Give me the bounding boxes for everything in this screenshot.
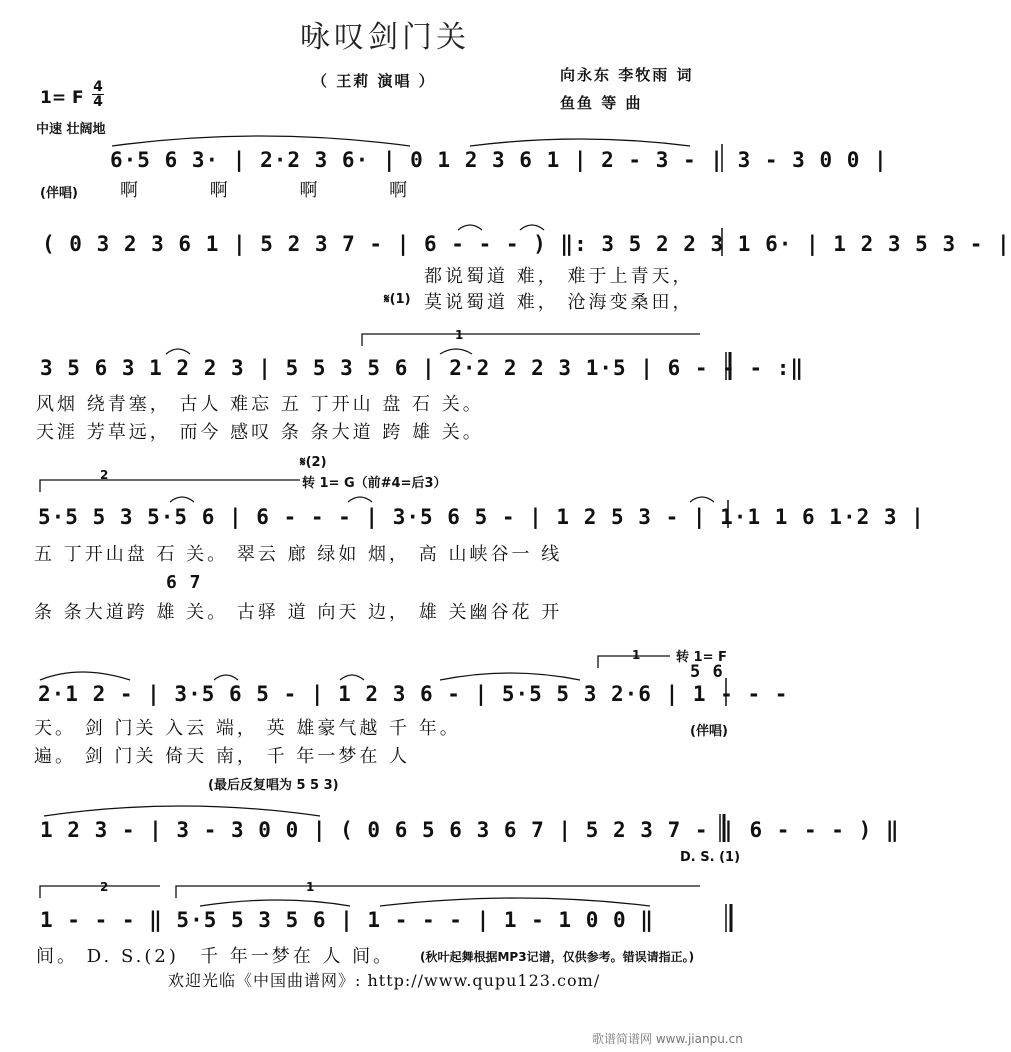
slur (440, 673, 580, 680)
slur (40, 672, 130, 680)
slur (112, 136, 410, 146)
staff-line-7: 1 - - - ‖ 5·5 5 3 5 6 | 1 - - - | 1 - 1 0 0 ‖ (40, 908, 654, 932)
slur (214, 675, 238, 680)
ds-1: D. S. (1) (680, 850, 741, 865)
pickup-notes: 5 6 (690, 662, 724, 682)
volta-bracket (40, 480, 300, 492)
slur (440, 349, 472, 354)
slur (458, 225, 482, 230)
slur (170, 497, 194, 502)
volta-1-label-c: 1 (306, 880, 315, 894)
slur (470, 139, 690, 146)
performer: （ 王莉 演唱 ） (312, 72, 436, 90)
staff-line-3: 3 5 6 3 1 2 2 3 | 5 5 3 5 6 | 2·2 2 2 3 1·5 | 6 - - - :‖ (40, 356, 805, 380)
lyric-line-4a: 五 丁开山盘 石 关。 翠云 廊 绿如 烟， 高 山峡谷一 线 (34, 544, 563, 565)
slur (690, 497, 714, 502)
staff-line-5: 2·1 2 - | 3·5 6 5 - | 1 2 3 6 - | 5·5 5 3 2·6 | 1 - - - (38, 682, 789, 706)
slur (200, 900, 350, 906)
key-signature: 1= F (40, 88, 84, 108)
lyric-line-3a: 风烟 绕青塞， 古人 难忘 五 丁开山 盘 石 关。 (36, 394, 484, 415)
volta-2-label-b: 2 (100, 880, 109, 894)
tempo-marking: 中速 壮阔地 (36, 122, 106, 137)
volta-bracket (176, 886, 700, 898)
lyric-line-3b: 天涯 芳草远， 而今 感叹 条 条大道 跨 雄 关。 (36, 422, 484, 443)
lyric-line-7a: 间。 D. S.(2) (36, 946, 179, 967)
volta-bracket (362, 334, 700, 346)
lyric-line-2b: 莫说蜀道 难， 沧海变桑田， (424, 292, 694, 313)
final-repeat-note: (最后反复唱为 5 5 3) (208, 778, 339, 793)
volta-1-label-b: 1 (632, 648, 641, 662)
modulation-to-f: 转 1= F (676, 650, 727, 665)
slur (520, 225, 544, 230)
site-footer: 欢迎光临《中国曲谱网》: http://www.qupu123.com/ (168, 971, 601, 990)
segno-2: 𝄋(2) (300, 455, 327, 470)
volta-bracket (40, 886, 160, 898)
slur (44, 806, 320, 816)
volta-bracket (598, 656, 670, 668)
volta-1-label: 1 (455, 328, 464, 342)
slur (380, 898, 650, 906)
alt-notes: 6 7 (166, 572, 202, 593)
chorus-label: (伴唱) (40, 186, 78, 201)
lyricist: 向永东 李牧雨 词 (560, 66, 694, 84)
staff-line-4: 5·5 5 3 5·5 6 | 6 - - - | 3·5 6 5 - | 1 2 5 3 - | 1·1 1 6 1·2 3 | (38, 505, 925, 529)
page-title: 咏叹剑门关 (300, 20, 470, 55)
staff-line-1: 6·5 6 3· | 2·2 3 6· | 0 1 2 3 6 1 | 2 - 3 - | 3 - 3 0 0 | (110, 148, 888, 172)
composer: 鱼鱼 等 曲 (560, 94, 643, 112)
staff-line-6: 1 2 3 - | 3 - 3 0 0 | ( 0 6 5 6 3 6 7 | 5 2 3 7 - | 6 - - - ) ‖ (40, 818, 900, 842)
transcriber-remark: (秋叶起舞根据MP3记谱，仅供参考。错误请指正。) (420, 950, 695, 964)
lyric-line-5b: 遍。 剑 门关 倚天 南， 千 年一梦在 人 (34, 746, 411, 767)
volta-2-label: 2 (100, 468, 109, 482)
slur (348, 497, 372, 502)
slur (166, 349, 190, 354)
watermark: 歌谱简谱网 www.jianpu.cn (592, 1032, 743, 1046)
staff-line-2: ( 0 3 2 3 6 1 | 5 2 3 7 - | 6 - - - ) ‖: 3 5 2 2 3 1 6· | 1 2 3 5 3 - | (42, 232, 1011, 256)
modulation-to-g: 转 1= G（前#4=后3） (302, 476, 447, 491)
lyric-line-7b: 千 年一梦在 人 间。 (200, 946, 395, 967)
segno-1: 𝄋(1) (384, 292, 411, 307)
lyric-line-5a: 天。 剑 门关 入云 端， 英 雄豪气越 千 年。 (34, 718, 461, 739)
time-signature: 4 4 (93, 79, 103, 110)
slur (340, 675, 364, 680)
lyric-line-1: 啊 啊 啊 啊 (120, 180, 411, 201)
lyric-line-4b: 条 条大道跨 雄 关。 古驿 道 向天 边， 雄 关幽谷花 开 (34, 602, 563, 623)
chorus-label-end: (伴唱) (690, 724, 728, 739)
lyric-line-2a: 都说蜀道 难， 难于上青天， (424, 266, 694, 287)
